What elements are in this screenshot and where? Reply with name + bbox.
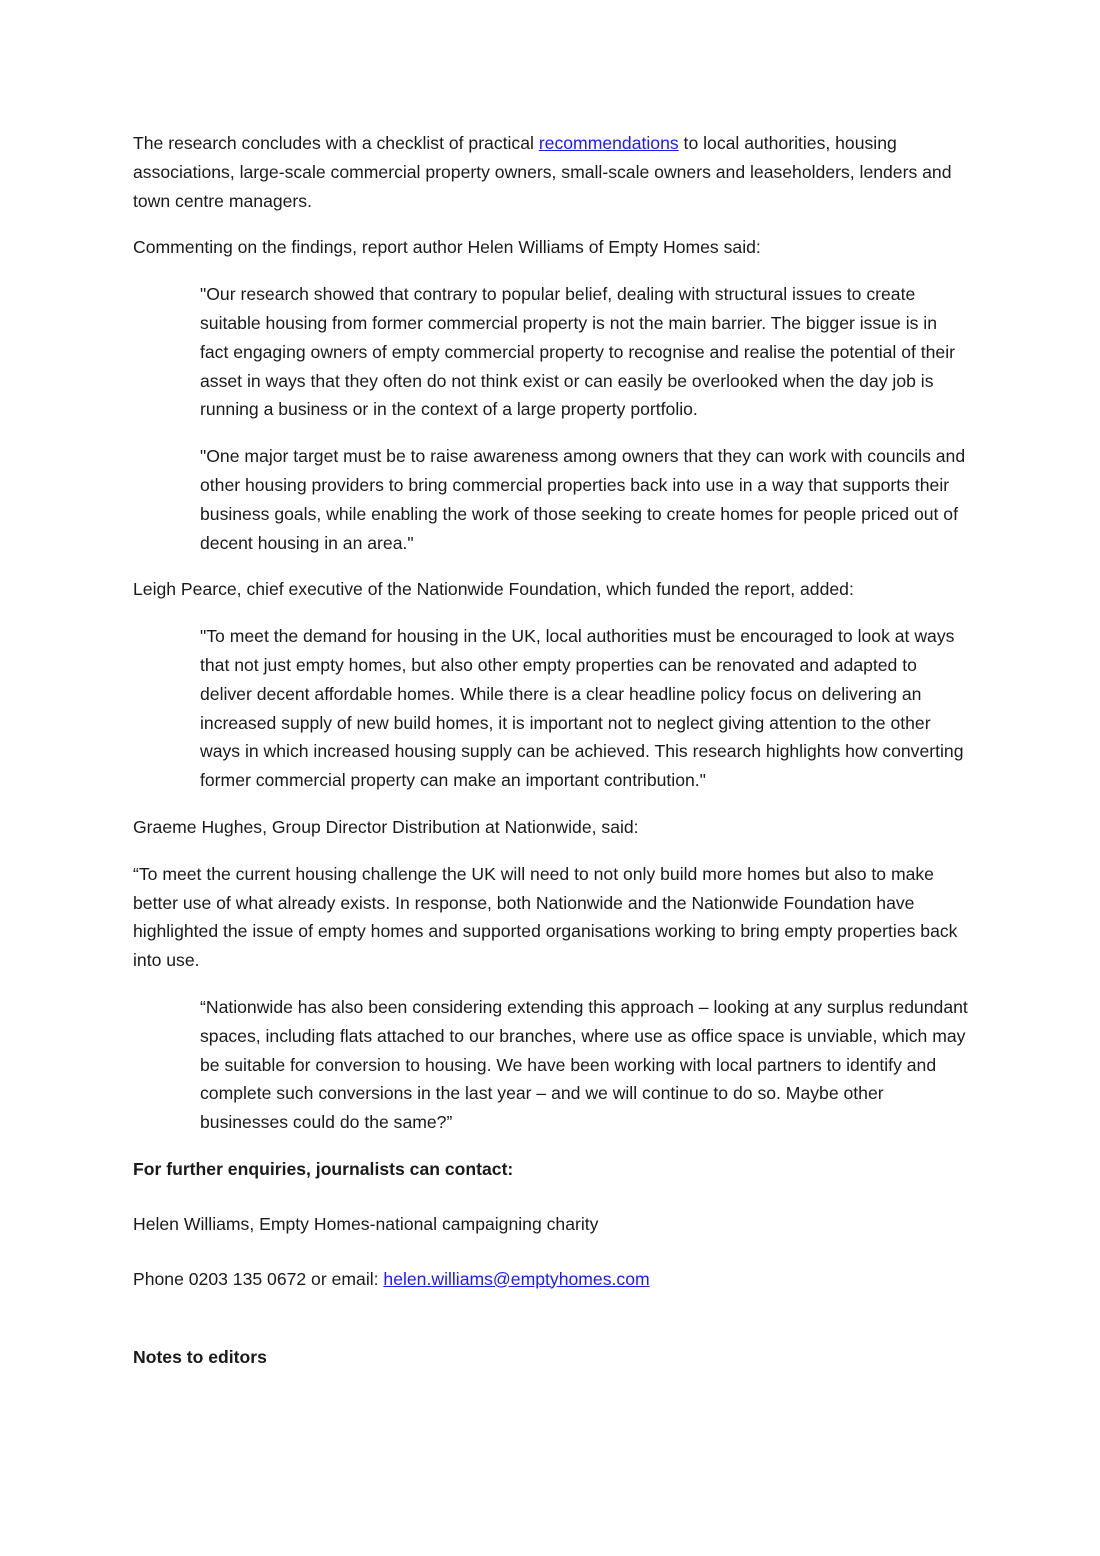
pearce-intro: Leigh Pearce, chief executive of the Nationwide Foundation, which funded the report, added:	[133, 579, 854, 600]
email-link[interactable]: helen.williams@emptyhomes.com	[383, 1268, 650, 1289]
document-body	[133, 129, 968, 1390]
hughes-quote: “Nationwide has also been considering extending this approach – looking at any surplus redundant spaces, including flats attached to our branches, where use as office space is unviable, which may be suitable for conversion to housing. We have been working with local partners to identify and complete such conversions in the last year – and we will continue to do so. Maybe other businesses could do the same?”	[200, 996, 968, 1133]
contact-phone: Phone 0203 135 0672 or email: helen.williams@emptyhomes.com	[133, 1268, 650, 1289]
hughes-paragraph: “To meet the current housing challenge the UK will need to not only build more homes but also to make better use of what already exists. In response, both Nationwide and the Nationwide Foundation have highlighted the issue of empty homes and supported organisations working to bring empty properties back into use.	[133, 863, 958, 971]
hughes-intro: Graeme Hughes, Group Director Distribution at Nationwide, said:	[133, 816, 639, 837]
contact-name: Helen Williams, Empty Homes-national campaigning charity	[133, 1213, 599, 1234]
notes-heading: Notes to editors	[133, 1347, 267, 1368]
recommendations-link[interactable]: recommendations	[538, 133, 679, 153]
pearce-quote: "To meet the demand for housing in the UK, local authorities must be encouraged to look at ways that not just empty homes, but also other empty properties can be renovated and adapted to deliver decent affordable homes. While there is a clear headline policy focus on delivering an increased supply of new build homes, it is important not to neglect giving attention to the other ways in which increased housing supply can be achieved. This research highlights how converting former commercial property can make an important contribution."	[200, 626, 964, 791]
intro-paragraph: The research concludes with a checklist of practical recommendations to local authorities, housing associations, large-scale commercial property owners, small-scale owners and leaseholders, lenders and town centre managers.	[133, 133, 952, 211]
williams-quote-2: "One major target must be to raise awareness among owners that they can work with councils and other housing providers to bring commercial properties back into use in a way that supports their business goals, while enabling the work of those seeking to create homes for people priced out of decent housing in an area."	[200, 446, 966, 553]
enquiries-heading: For further enquiries, journalists can contact:	[133, 1158, 514, 1179]
williams-intro: Commenting on the findings, report author Helen Williams of Empty Homes said:	[133, 237, 761, 258]
williams-quote-1: "Our research showed that contrary to popular belief, dealing with structural issues to create suitable housing from former commercial property is not the main barrier. The bigger issue is in fact engaging owners of empty commercial property to recognise and realise the potential of their asset in ways that they often do not think exist or can easily be overlooked when the day job is running a business or in the context of a large property portfolio.	[200, 284, 955, 420]
